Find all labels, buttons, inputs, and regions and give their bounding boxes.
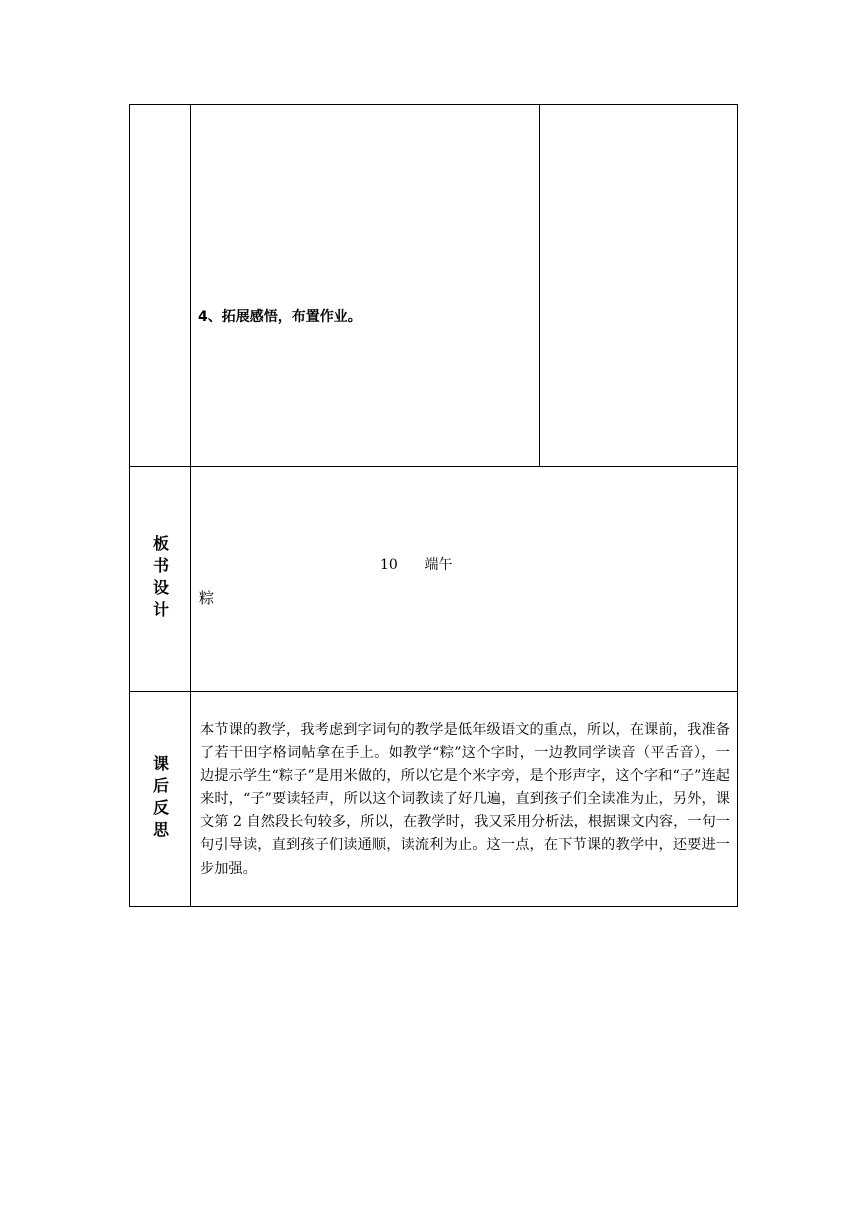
reflection-label: 课后反思 (150, 755, 170, 843)
board-design-cell (191, 467, 737, 691)
reflection-cell (191, 692, 737, 906)
lesson-plan-table (129, 104, 738, 907)
row-label-cell (130, 105, 191, 466)
step-text: 4、拓展感悟，布置作业。 (198, 309, 362, 325)
teaching-process-row (130, 105, 737, 466)
board-number: 10 (380, 557, 398, 573)
row-label-cell (130, 692, 191, 906)
reflection-row (130, 691, 737, 906)
process-content-cell (191, 105, 540, 466)
row-label-cell (130, 467, 191, 691)
board-design-row (130, 466, 737, 691)
board-title-text: 端午 (424, 557, 453, 573)
board-char: 粽 (199, 589, 215, 607)
board-design-label: 板书设计 (150, 535, 170, 623)
board-title (380, 554, 453, 574)
reflection-text: 本节课的教学，我考虑到字词句的教学是低年级语文的重点，所以，在课前，我准备了若干田字格词帖拿在手上。如教学“粽”这个字时，一边教同学读音（平舌音），一边提示学生“粽子”是用米做的，所以它是个米字旁，是个形声字，这个字和“子”连起来时，“子”要读轻声，所以这个词教读了好几遍，直到孩子们全读准为止，另外，课文第 2 自然段长句较多，所以，在教学时，我又采用分析法，根据课文内容，一句一句引导读，直到孩子们读通顺，读流利为止。这一点，在下节课的教学中，还要进一步加强。 (200, 722, 730, 877)
side-note-cell (540, 105, 737, 466)
